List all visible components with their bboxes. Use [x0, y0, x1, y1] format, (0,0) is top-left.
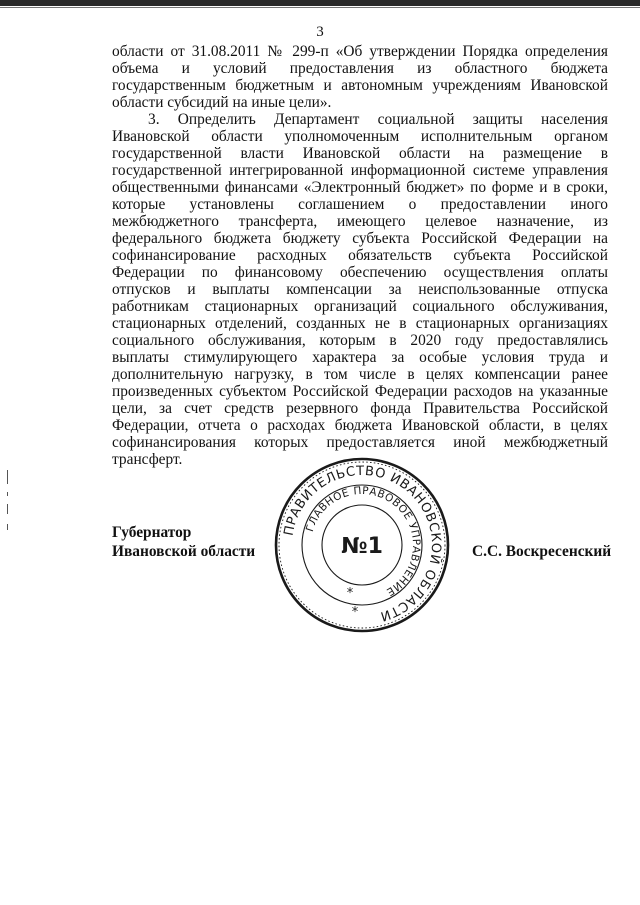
text-line: трансферт. [112, 451, 183, 468]
text-line: стационарных отделений, созданных не в стационарных организациях [112, 315, 608, 332]
seal-number: №1 [341, 534, 383, 559]
text-line: государственной интегрированной информационной системе управления [112, 162, 608, 179]
text-line: государственной власти Ивановской области на размещение в [112, 145, 608, 162]
top-border-rule [0, 0, 640, 6]
text-line: дополнительную нагрузку, в том числе в целях компенсации ранее [112, 366, 608, 383]
text-line: межбюджетного трансферта, имеющего целевое назначение, из [112, 213, 608, 230]
text-line: объема и условий предоставления из областного бюджета [112, 60, 608, 77]
text-line: федерального бюджета бюджету субъекта Российской Федерации на [112, 230, 608, 247]
text-line: Федерации, отчета о расходах бюджета Ивановской области, в целях [112, 417, 608, 434]
text-line: общественными финансами «Электронный бюджет» по форме и в сроки, [112, 179, 608, 196]
text-line: государственным бюджетным и автономным учреждениям Ивановской [112, 77, 608, 94]
seal-inner-text: ГЛАВНОЕ ПРАВОВОЕ УПРАВЛЕНИЕ [303, 484, 423, 599]
text-line: выплаты стимулирующего характера за особые условия труда и [112, 349, 608, 366]
text-line: области от 31.08.2011 № 299-п «Об утверждении Порядка определения [112, 43, 608, 60]
text-line: цели, за счет средств резервного фонда Правительства Российской [112, 400, 608, 417]
paragraph-item-3 [112, 111, 608, 468]
text-line: области субсидий на иные цели». [112, 94, 332, 111]
text-line: 3. Определить Департамент социальной защиты населения [148, 111, 608, 128]
text-line: Федерации по финансовому обеспечению осуществления оплаты [112, 264, 608, 281]
signatory-name: С.С. Воскресенский [472, 543, 612, 560]
text-line: произведенных субъектом Российской Федерации расходов на указанные [112, 383, 608, 400]
signatory-title-line2: Ивановской области [112, 543, 256, 560]
paragraph-continuation [112, 43, 608, 111]
signatory-title-line1: Губернатор [112, 524, 192, 541]
text-line: работникам стационарных организаций социального обслуживания, [112, 298, 608, 315]
seal-star-inner: * [346, 586, 354, 601]
text-line: которые установлены соглашением о предоставлении иного [112, 196, 608, 213]
text-line: софинансирования которых предоставляется иной межбюджетный [112, 434, 608, 451]
page-number: 3 [316, 24, 324, 40]
text-line: Ивановской области уполномоченным исполнительным органом [112, 128, 608, 145]
text-line: отпусков и выплаты компенсации за неиспользованные отпуска [112, 281, 608, 298]
top-border-rule-thin [0, 7, 640, 8]
seal-star-outer: * [351, 605, 359, 620]
signatory-title [112, 523, 255, 561]
text-line: софинансирование расходных обязательств субъекта Российской [112, 247, 608, 264]
seal-outer-text: ПРАВИТЕЛЬСТВО ИВАНОВСКОЙ ОБЛАСТИ [281, 463, 444, 624]
official-seal [272, 455, 452, 635]
text-line: социального обслуживания, которым в 2020 году предоставлялись [112, 332, 608, 349]
document-body [112, 43, 608, 468]
margin-marks [7, 470, 10, 540]
